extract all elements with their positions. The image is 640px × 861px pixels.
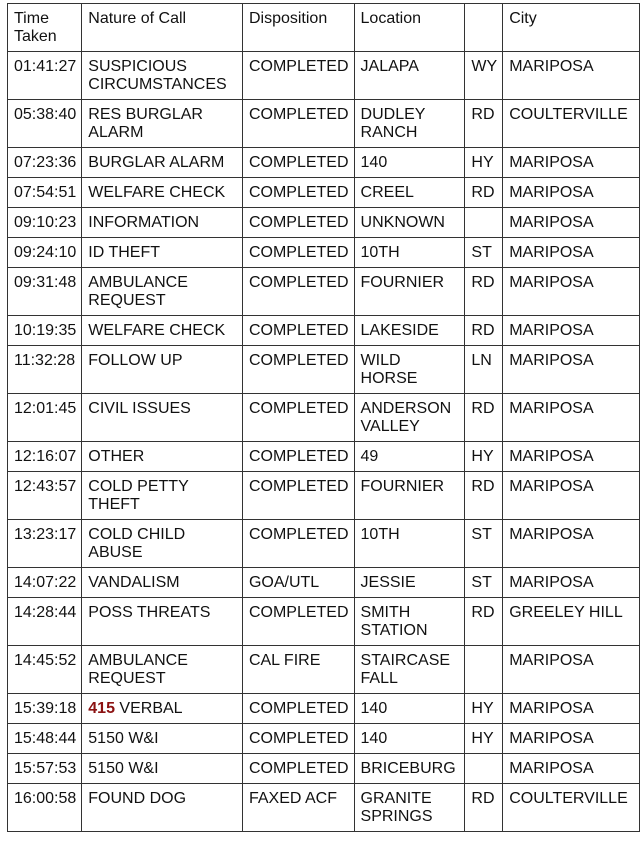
cell-location: 140 xyxy=(354,148,465,178)
cell-city: MARIPOSA xyxy=(503,178,640,208)
cell-time: 09:24:10 xyxy=(8,238,82,268)
cell-time: 05:38:40 xyxy=(8,100,82,148)
call-log-table xyxy=(7,3,640,832)
cell-time: 11:32:28 xyxy=(8,346,82,394)
cell-disposition: COMPLETED xyxy=(242,442,354,472)
cell-time: 16:00:58 xyxy=(8,784,82,832)
cell-location: STAIRCASE FALL xyxy=(354,646,465,694)
cell-city: MARIPOSA xyxy=(503,520,640,568)
cell-time: 15:48:44 xyxy=(8,724,82,754)
nature-text: SUSPICIOUS CIRCUMSTANCES xyxy=(88,58,227,93)
cell-city: GREELEY HILL xyxy=(503,598,640,646)
nature-text: COLD PETTY THEFT xyxy=(88,478,189,513)
nature-text: VERBAL xyxy=(114,700,183,717)
cell-location: LAKESIDE xyxy=(354,316,465,346)
cell-location: JESSIE xyxy=(354,568,465,598)
cell-suffix: RD xyxy=(465,784,503,832)
header-city: City xyxy=(503,4,640,52)
cell-suffix: RD xyxy=(465,178,503,208)
cell-disposition: COMPLETED xyxy=(242,208,354,238)
cell-location: 10TH xyxy=(354,520,465,568)
cell-city: COULTERVILLE xyxy=(503,784,640,832)
nature-text: 5150 W&I xyxy=(88,730,159,747)
cell-city: MARIPOSA xyxy=(503,724,640,754)
header-nature: Nature of Call xyxy=(82,4,243,52)
cell-city: MARIPOSA xyxy=(503,472,640,520)
cell-disposition: COMPLETED xyxy=(242,52,354,100)
cell-nature xyxy=(82,442,243,472)
cell-time: 14:45:52 xyxy=(8,646,82,694)
nature-code-highlight: 415 xyxy=(88,700,115,717)
cell-suffix: RD xyxy=(465,598,503,646)
nature-text: POSS THREATS xyxy=(88,604,211,621)
cell-nature xyxy=(82,646,243,694)
cell-nature xyxy=(82,784,243,832)
cell-nature xyxy=(82,100,243,148)
cell-location: GRANITE SPRINGS xyxy=(354,784,465,832)
nature-text: COLD CHILD ABUSE xyxy=(88,526,186,561)
nature-text: WELFARE CHECK xyxy=(88,322,226,339)
nature-text: INFORMATION xyxy=(88,214,200,231)
cell-time: 13:23:17 xyxy=(8,520,82,568)
table-row xyxy=(8,694,640,724)
cell-location: CREEL xyxy=(354,178,465,208)
cell-suffix xyxy=(465,208,503,238)
cell-location: SMITH STATION xyxy=(354,598,465,646)
cell-city: MARIPOSA xyxy=(503,754,640,784)
cell-disposition: COMPLETED xyxy=(242,724,354,754)
cell-disposition: CAL FIRE xyxy=(242,646,354,694)
nature-text: 5150 W&I xyxy=(88,760,159,777)
header-time: Time Taken xyxy=(8,4,82,52)
table-row xyxy=(8,148,640,178)
cell-suffix: RD xyxy=(465,268,503,316)
cell-time: 14:07:22 xyxy=(8,568,82,598)
cell-disposition: COMPLETED xyxy=(242,598,354,646)
cell-location: 140 xyxy=(354,724,465,754)
cell-nature xyxy=(82,754,243,784)
cell-city: MARIPOSA xyxy=(503,442,640,472)
cell-time: 14:28:44 xyxy=(8,598,82,646)
cell-suffix: ST xyxy=(465,238,503,268)
nature-text: VANDALISM xyxy=(88,574,180,591)
table-row xyxy=(8,754,640,784)
cell-disposition: COMPLETED xyxy=(242,148,354,178)
cell-suffix: RD xyxy=(465,394,503,442)
cell-time: 09:31:48 xyxy=(8,268,82,316)
cell-time: 07:54:51 xyxy=(8,178,82,208)
cell-city: MARIPOSA xyxy=(503,238,640,268)
table-row xyxy=(8,784,640,832)
table-body xyxy=(8,52,640,832)
table-row xyxy=(8,316,640,346)
cell-suffix: RD xyxy=(465,316,503,346)
cell-nature xyxy=(82,316,243,346)
table-row xyxy=(8,442,640,472)
cell-city: MARIPOSA xyxy=(503,148,640,178)
cell-nature xyxy=(82,394,243,442)
cell-city: MARIPOSA xyxy=(503,646,640,694)
table-row xyxy=(8,52,640,100)
cell-nature xyxy=(82,178,243,208)
cell-disposition: COMPLETED xyxy=(242,472,354,520)
cell-location: WILD HORSE xyxy=(354,346,465,394)
cell-city: MARIPOSA xyxy=(503,394,640,442)
cell-nature xyxy=(82,148,243,178)
nature-text: AMBULANCE REQUEST xyxy=(88,274,188,309)
cell-city: MARIPOSA xyxy=(503,346,640,394)
cell-location: DUDLEY RANCH xyxy=(354,100,465,148)
table-row xyxy=(8,472,640,520)
table-row xyxy=(8,724,640,754)
cell-time: 09:10:23 xyxy=(8,208,82,238)
cell-disposition: COMPLETED xyxy=(242,100,354,148)
table-row xyxy=(8,178,640,208)
cell-suffix xyxy=(465,646,503,694)
cell-disposition: FAXED ACF xyxy=(242,784,354,832)
cell-nature xyxy=(82,724,243,754)
cell-nature xyxy=(82,268,243,316)
nature-text: BURGLAR ALARM xyxy=(88,154,225,171)
cell-disposition: COMPLETED xyxy=(242,754,354,784)
cell-time: 15:39:18 xyxy=(8,694,82,724)
cell-suffix: HY xyxy=(465,148,503,178)
nature-text: FOLLOW UP xyxy=(88,352,183,369)
cell-city: MARIPOSA xyxy=(503,316,640,346)
cell-time: 15:57:53 xyxy=(8,754,82,784)
cell-city: MARIPOSA xyxy=(503,52,640,100)
call-log-container xyxy=(7,3,640,832)
cell-location: FOURNIER xyxy=(354,268,465,316)
cell-disposition: COMPLETED xyxy=(242,694,354,724)
table-header xyxy=(8,4,640,52)
cell-disposition: COMPLETED xyxy=(242,520,354,568)
cell-nature xyxy=(82,598,243,646)
cell-suffix: RD xyxy=(465,472,503,520)
nature-text: ID THEFT xyxy=(88,244,160,261)
cell-suffix: HY xyxy=(465,724,503,754)
table-row xyxy=(8,268,640,316)
nature-text: RES BURGLAR ALARM xyxy=(88,106,203,141)
cell-suffix: LN xyxy=(465,346,503,394)
cell-time: 01:41:27 xyxy=(8,52,82,100)
cell-nature xyxy=(82,568,243,598)
cell-disposition: COMPLETED xyxy=(242,268,354,316)
header-disposition: Disposition xyxy=(242,4,354,52)
table-row xyxy=(8,346,640,394)
cell-location: 49 xyxy=(354,442,465,472)
header-suffix xyxy=(465,4,503,52)
table-row xyxy=(8,238,640,268)
header-location: Location xyxy=(354,4,465,52)
table-row xyxy=(8,598,640,646)
cell-nature xyxy=(82,346,243,394)
table-row xyxy=(8,394,640,442)
cell-disposition: COMPLETED xyxy=(242,316,354,346)
cell-time: 10:19:35 xyxy=(8,316,82,346)
nature-text: CIVIL ISSUES xyxy=(88,400,191,417)
cell-city: MARIPOSA xyxy=(503,568,640,598)
cell-suffix: WY xyxy=(465,52,503,100)
cell-suffix: ST xyxy=(465,520,503,568)
cell-nature xyxy=(82,52,243,100)
cell-disposition: COMPLETED xyxy=(242,394,354,442)
cell-suffix: HY xyxy=(465,694,503,724)
cell-location: ANDERSON VALLEY xyxy=(354,394,465,442)
nature-text: WELFARE CHECK xyxy=(88,184,226,201)
cell-time: 07:23:36 xyxy=(8,148,82,178)
cell-disposition: COMPLETED xyxy=(242,238,354,268)
table-row xyxy=(8,646,640,694)
cell-nature xyxy=(82,520,243,568)
cell-disposition: GOA/UTL xyxy=(242,568,354,598)
cell-nature xyxy=(82,694,243,724)
cell-location: UNKNOWN xyxy=(354,208,465,238)
cell-city: MARIPOSA xyxy=(503,268,640,316)
table-row xyxy=(8,568,640,598)
cell-location: 10TH xyxy=(354,238,465,268)
cell-suffix: ST xyxy=(465,568,503,598)
cell-disposition: COMPLETED xyxy=(242,178,354,208)
cell-nature xyxy=(82,472,243,520)
cell-city: COULTERVILLE xyxy=(503,100,640,148)
nature-text: AMBULANCE REQUEST xyxy=(88,652,188,687)
cell-nature xyxy=(82,208,243,238)
cell-time: 12:16:07 xyxy=(8,442,82,472)
cell-time: 12:43:57 xyxy=(8,472,82,520)
cell-disposition: COMPLETED xyxy=(242,346,354,394)
cell-location: FOURNIER xyxy=(354,472,465,520)
cell-location: BRICEBURG xyxy=(354,754,465,784)
cell-suffix xyxy=(465,754,503,784)
header-row xyxy=(8,4,640,52)
cell-location: JALAPA xyxy=(354,52,465,100)
cell-suffix: RD xyxy=(465,100,503,148)
nature-text: FOUND DOG xyxy=(88,790,187,807)
cell-city: MARIPOSA xyxy=(503,208,640,238)
cell-suffix: HY xyxy=(465,442,503,472)
cell-city: MARIPOSA xyxy=(503,694,640,724)
table-row xyxy=(8,520,640,568)
table-row xyxy=(8,208,640,238)
cell-time: 12:01:45 xyxy=(8,394,82,442)
nature-text: OTHER xyxy=(88,448,145,465)
cell-location: 140 xyxy=(354,694,465,724)
table-row xyxy=(8,100,640,148)
cell-nature xyxy=(82,238,243,268)
